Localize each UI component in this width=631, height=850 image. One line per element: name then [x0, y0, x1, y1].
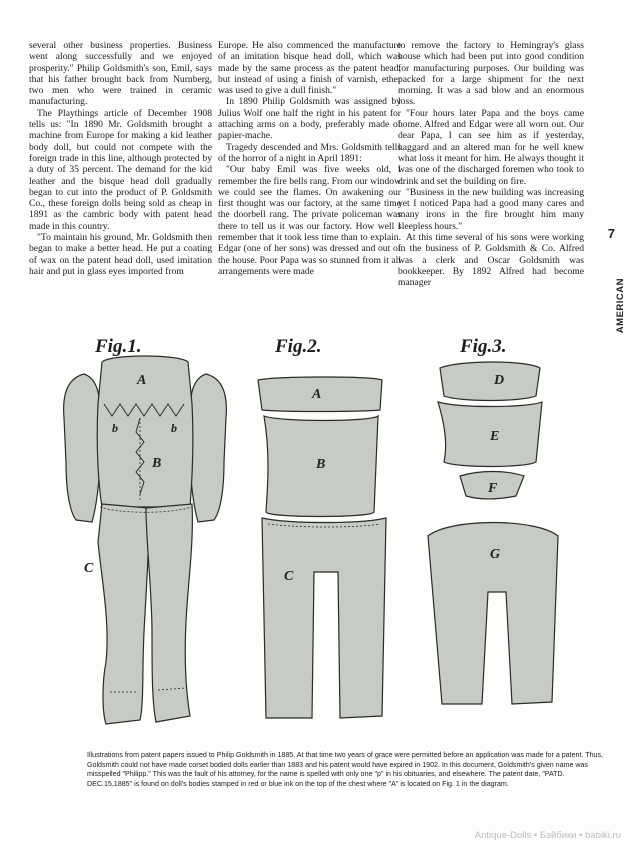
section-label: AMERICAN	[615, 278, 626, 334]
fig1-title: Fig.1.	[95, 336, 142, 357]
fig2-pattern	[258, 377, 386, 718]
fig2-label-a: A	[312, 387, 322, 402]
fig1-label-c: C	[84, 561, 94, 576]
paragraph: In 1890 Philip Goldsmith was assigned by Julius Wolf one half the right in his patent for attaching arms on a body, preferably made of papier-mache.	[218, 96, 401, 142]
figure-caption: Illustrations from patent papers issued to Philip Goldsmith in 1885. At that time two years of grace were permitted before an application was made for a patent. Thus, Goldsmith could not have made corset bodied dolls earlier than 1883 and his patent would have expired in 1902. In this document, Goldsmith's given name was misspelled "Philipp." This was the fault of his attorney, for the name is spelled with only one "p" in his obituaries, and elsewhere. The patent date, "PATD. DEC.15,1885" is found on doll's bodies stamped in red or blue ink on the top of the chest where "A" is located on Fig. 1 in the diagram.	[87, 751, 604, 788]
paragraph: The Playthings article of December 1908 tells us: "In 1890 Mr. Goldsmith brought a machine from Europe for making a kid leather body doll, but could not compete with the foreign trade in this line, although protected by a duty of 35 percent. The demand for the kid leather and the bisque head doll gradually began to cut into the product of P. Goldsmith Co., these foreign dolls being sold as cheap in 1891 as the cambric body with patent head made in this country.	[29, 107, 212, 232]
fig2-label-b: B	[316, 457, 326, 472]
fig2-title: Fig.2.	[275, 336, 322, 357]
fig1-label-b: B	[152, 456, 162, 471]
fig1-label-b-left: b	[112, 421, 118, 435]
fig3-pattern	[428, 362, 558, 704]
fig1-doll-body	[64, 356, 227, 724]
paragraph: several other business properties. Business went along successfully and we enjoyed prosperity." Philip Goldsmith's son, Emil, says that his father brought back from Nurnberg, two men who were trained in ceramic manufacturing.	[29, 40, 212, 108]
fig3-title: Fig.3.	[460, 336, 507, 357]
fig3-label-e: E	[490, 429, 500, 444]
patent-figures	[40, 332, 610, 744]
paragraph: "Four hours later Papa and the boys came home. Alfred and Edgar were all worn out. Our dear Papa, I can see him as if yesterday, haggard and an altered man for he well knew what loss it meant for him. He always thought it was one of the discharged foremen who took to drink and set the building on fire.	[398, 107, 584, 187]
paragraph: to remove the factory to Hemingray's glass house which had been put into good condition for manufacturing purposes. Our building was packed for a large shipment for the next morning. It was a sad blow and an enormous loss.	[398, 40, 584, 108]
fig1-label-b-right: b	[171, 421, 177, 435]
text-column-3	[398, 40, 584, 289]
fig3-label-g: G	[490, 547, 501, 562]
fig3-label-d: D	[494, 373, 505, 388]
fig2-label-c: C	[284, 569, 294, 584]
paragraph: "To maintain his ground, Mr. Goldsmith then began to make a better head. He put a coating of wax on the patent head doll, used imitation hair and put in glass eyes imported from	[29, 232, 212, 277]
paragraph: Europe. He also commenced the manufacture of an imitation bisque head doll, which was made by the same process as the patent head, but instead of using a finish of varnish, ether was used to give a dull finish."	[218, 40, 401, 97]
paragraph: Tragedy descended and Mrs. Goldsmith tells of the horror of a night in April 1891:	[218, 141, 401, 164]
fig3-label-f: F	[488, 481, 498, 496]
page-number: 7	[607, 226, 615, 241]
paragraph: "Our baby Emil was five weeks old, I remember the fire bells rang. From our window we could see the flames. On awakening our first thought was our factory, at the same time the doorbell rang. The private policeman was there to tell us it was our factory. How well I remember that it took less time than to explain. Edgar (one of her sons) was dressed and out of the house. Poor Papa was so stunned from it all arrangements were made	[218, 164, 401, 277]
fig1-label-a: A	[137, 373, 147, 388]
watermark: Antique-Dolls • Бэйбики • babiki.ru	[474, 830, 621, 841]
paragraph: At this time several of his sons were working in the business of P. Goldsmith & Co. Alfred was a clerk and Oscar Goldsmith was bookkeeper. By 1892 Alfred had become manager	[398, 232, 584, 289]
text-column-1	[29, 40, 212, 277]
text-column-2	[218, 40, 401, 277]
paragraph: "Business in the new building was increasing yet I noticed Papa had a good many cares and many irons in the fire brought him many sleepless hours."	[398, 186, 584, 232]
